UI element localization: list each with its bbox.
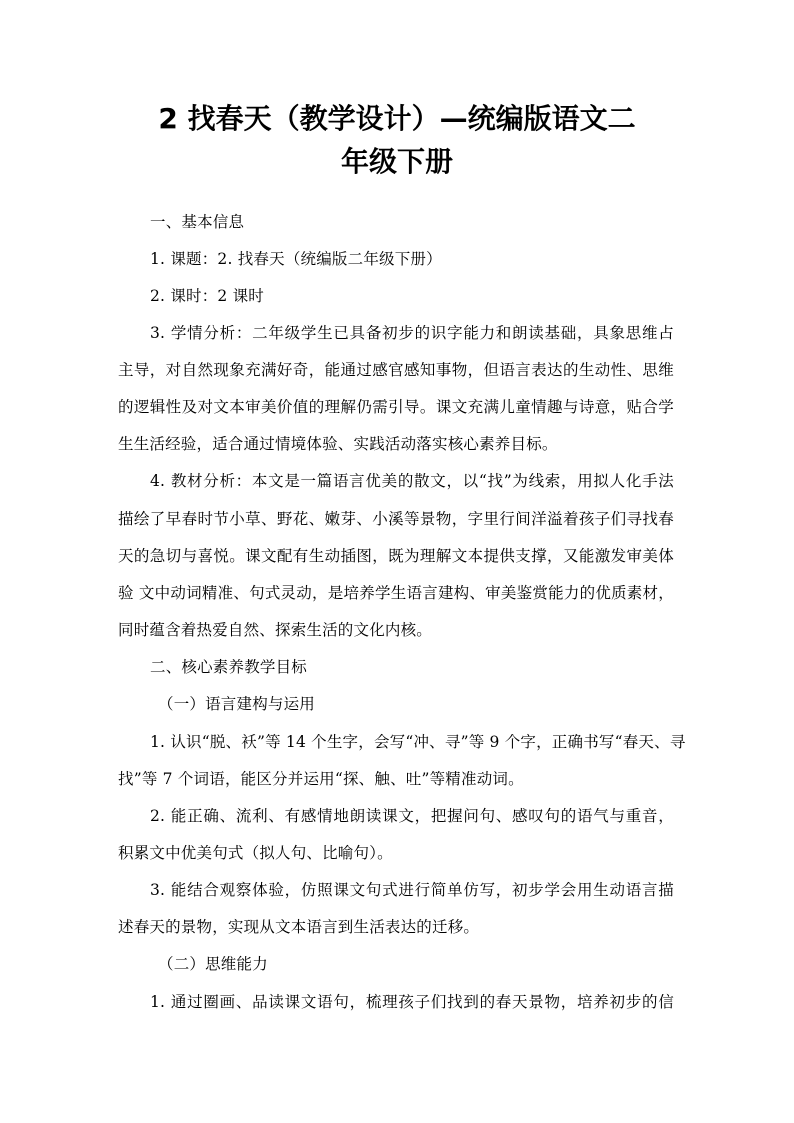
paragraph-line: 3. 能结合观察体验，仿照课文句式进行简单仿写，初步学会用生动语言描 — [150, 881, 674, 899]
document-title-line-2: 年级下册 — [340, 145, 453, 178]
paragraph-line: 1. 通过圈画、品读课文语句，梳理孩子们找到的春天景物，培养初步的信 — [150, 993, 674, 1011]
paragraph-line: 天的急切与喜悦。课文配有生动插图，既为理解文本提供支撑，又能激发审美体 — [118, 547, 674, 565]
paragraph-line: 积累文中优美句式（拟人句、比喻句）。 — [118, 844, 393, 862]
paragraph-line: 主导，对自然现象充满好奇，能通过感官感知事物，但语言表达的生动性、思维 — [118, 361, 674, 379]
document-title-line-1: 2 找春天（教学设计）—统编版语文二 — [158, 102, 636, 135]
paragraph-line: 2. 能正确、流利、有感情地朗读课文，把握问句、感叹句的语气与重音， — [150, 807, 674, 825]
paragraph-line: 1. 认识“脱、袄”等 14 个生字，会写“冲、寻”等 9 个字，正确书写“春天、寻 — [150, 733, 686, 751]
subsection-heading-thinking: （二）思维能力 — [158, 955, 268, 973]
paragraph-line: 的逻辑性及对文本审美价值的理解仍需引导。课文充满儿童情趣与诗意，贴合学 — [118, 398, 674, 416]
paragraph-line: 3. 学情分析：二年级学生已具备初步的识字能力和朗读基础，具象思维占 — [150, 324, 674, 342]
paragraph-line: 同时蕴含着热爱自然、探索生活的文化内核。 — [118, 621, 433, 639]
paragraph-line: 述春天的景物，实现从文本语言到生活表达的迁移。 — [118, 918, 480, 936]
section-heading-goals: 二、核心素养教学目标 — [150, 658, 308, 676]
subsection-heading-language: （一）语言建构与运用 — [158, 695, 316, 713]
paragraph-line: 生生活经验，适合通过情境体验、实践活动落实核心素养目标。 — [118, 435, 558, 453]
section-heading-basic-info: 一、基本信息 — [150, 213, 245, 231]
paragraph-line: 描绘了早春时节小草、野花、嫩芽、小溪等景物，字里行间洋溢着孩子们寻找春 — [118, 510, 674, 528]
info-item-topic: 1. 课题：2. 找春天（统编版二年级下册） — [150, 250, 442, 268]
info-item-periods: 2. 课时：2 课时 — [150, 287, 265, 305]
paragraph-line: 4. 教材分析：本文是一篇语言优美的散文，以“找”为线索，用拟人化手法 — [150, 472, 674, 490]
paragraph-line: 验 文中动词精准、句式灵动，是培养学生语言建构、审美鉴赏能力的优质素材， — [118, 584, 674, 602]
paragraph-line: 找”等 7 个词语，能区分并运用“探、触、吐”等精准动词。 — [118, 770, 524, 788]
